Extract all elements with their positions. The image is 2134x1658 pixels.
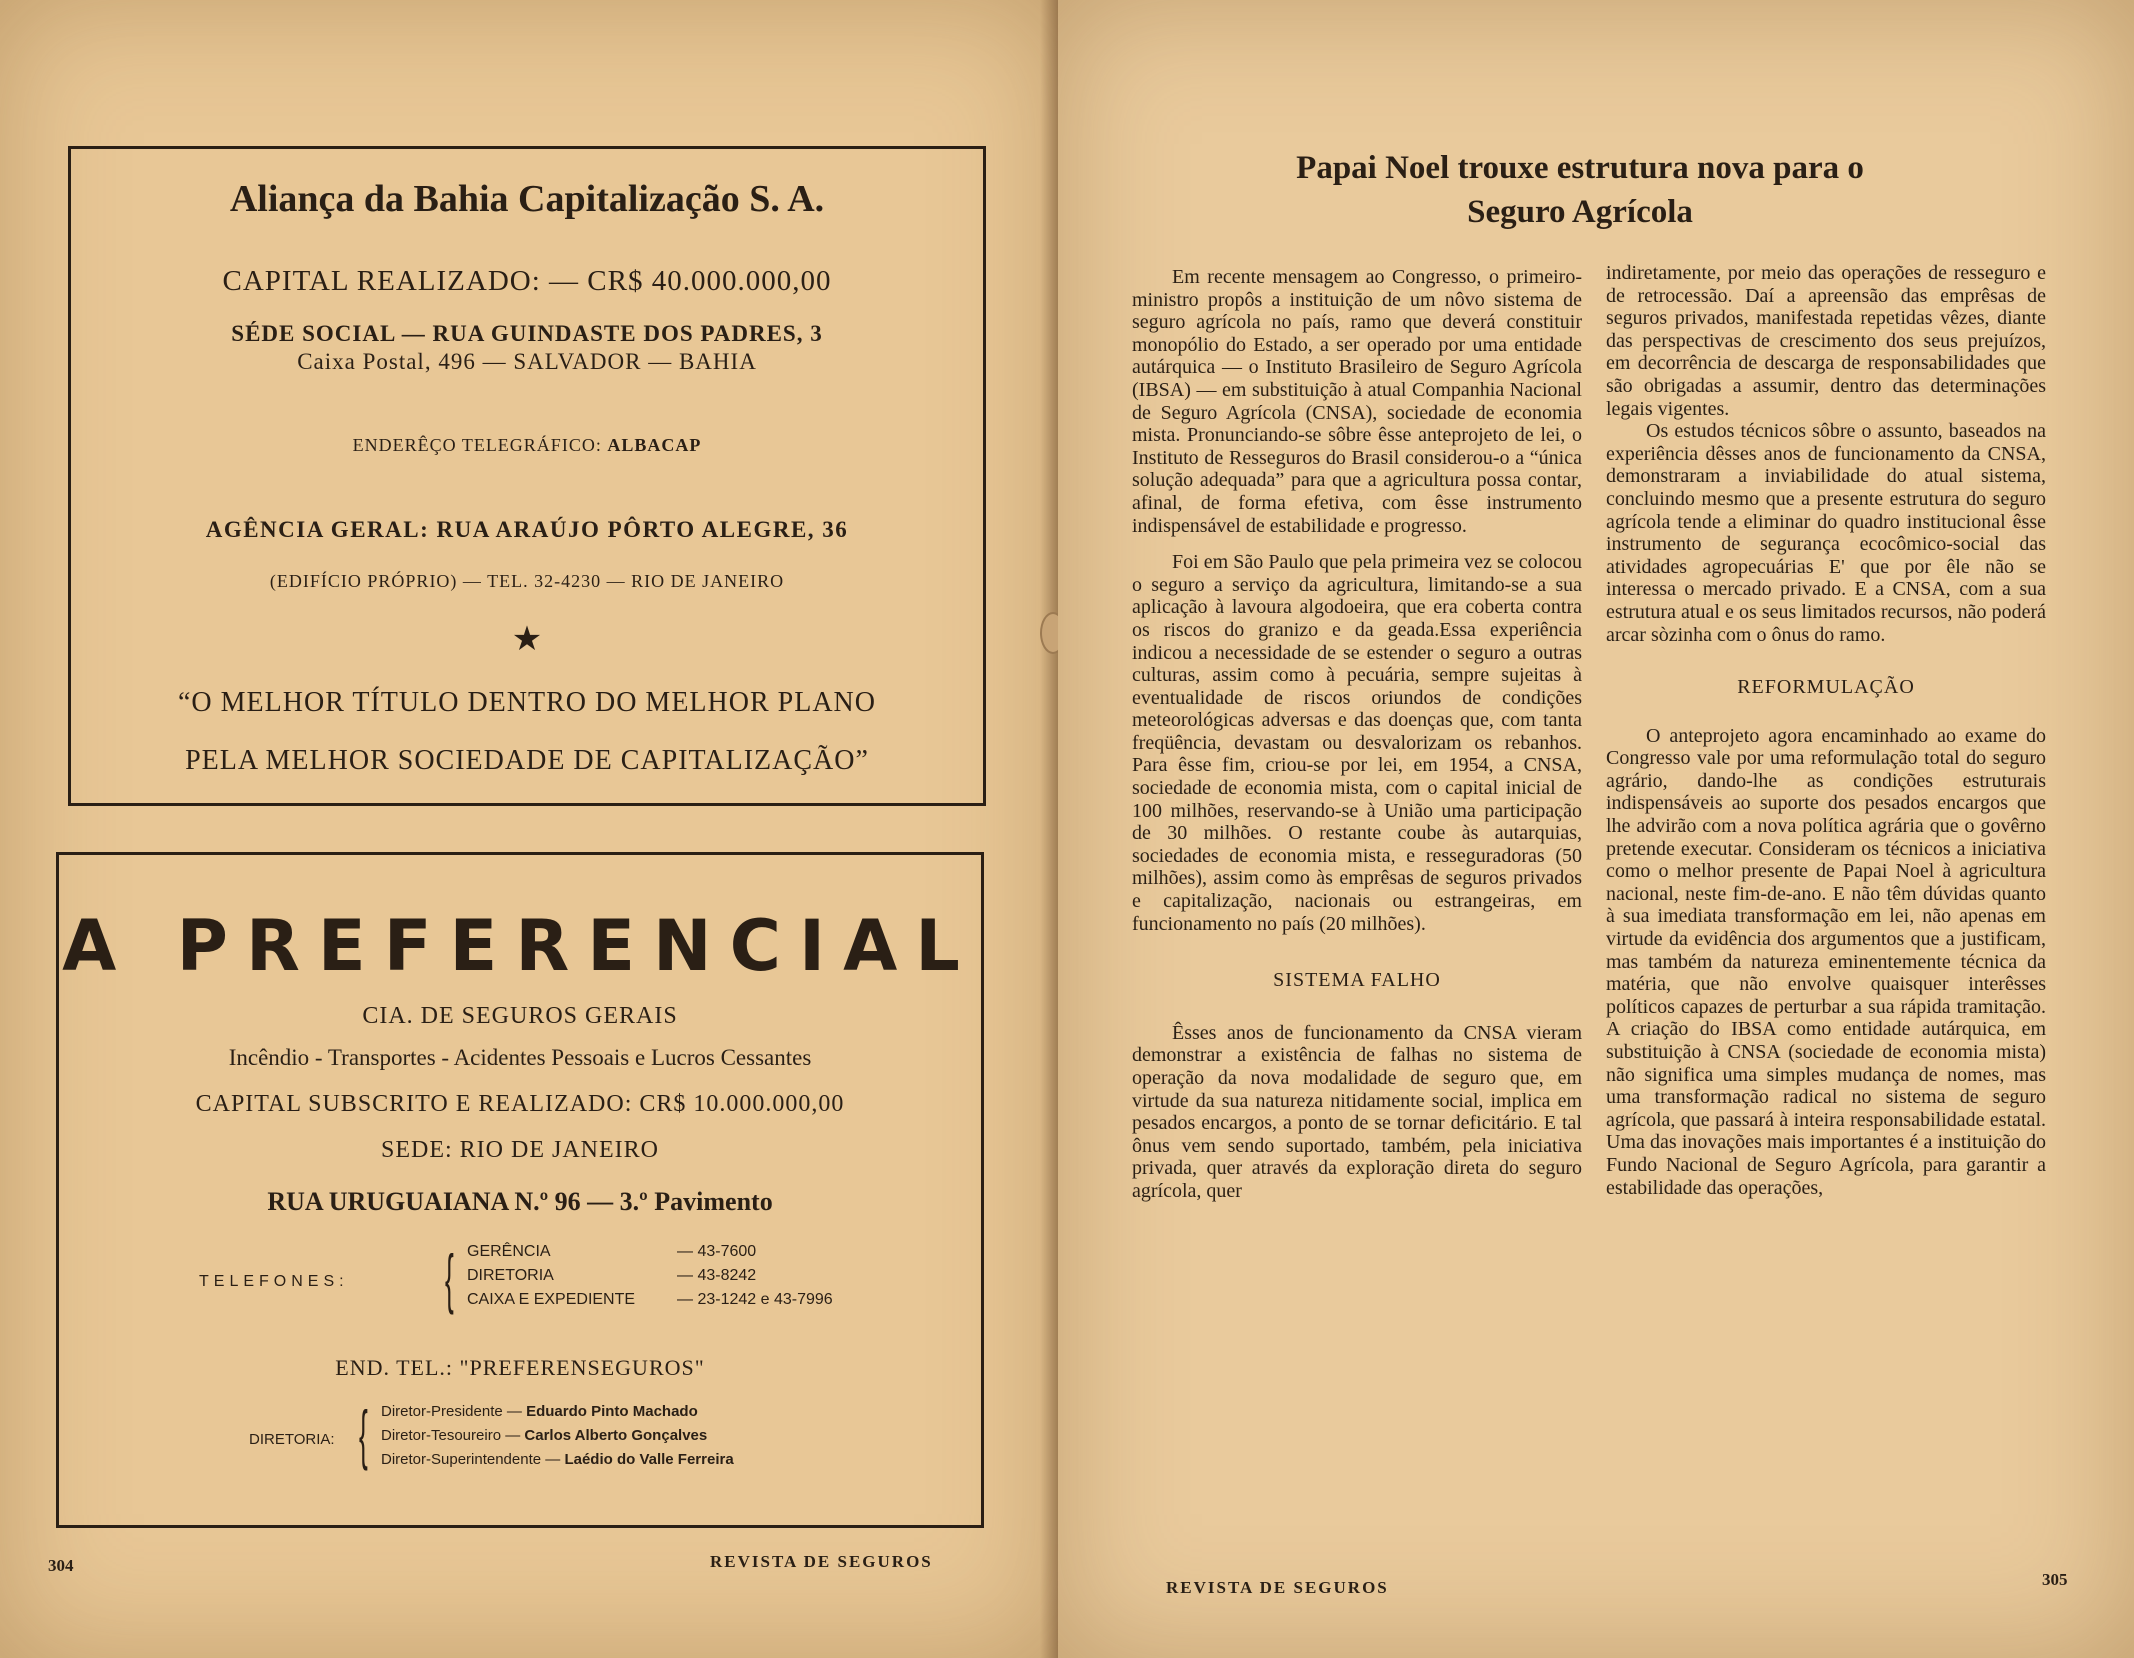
ad2-ramos: Incêndio - Transportes - Acidentes Pessoais e Lucros Cessantes (228, 1045, 812, 1070)
ad2-capital: CAPITAL SUBSCRITO E REALIZADO: CR$ 10.000.000,00 (195, 1091, 845, 1117)
left-page (0, 0, 1058, 1658)
diretor-role: Diretor-Presidente — (381, 1403, 522, 1420)
diretoria-block (249, 1397, 949, 1483)
telefone-row (467, 1291, 833, 1315)
ad1-sede: SÉDE SOCIAL — RUA GUINDASTE DOS PADRES, 3 (231, 321, 823, 346)
ad1-endereco (71, 435, 983, 456)
article-paragraph: Foi em São Paulo que pela primeira vez se colocou o seguro a serviço da agricultura, limitando-se a sua aplicação à lavoura algodoeira, que era coberta contra os riscos do granizo e da geada.Essa experiência indicou a necessidade de se estender o seguro a outras culturas, assim como à pecuária, sempre sujeitas à eventualidade de riscos oriundos de condições meteorológicas adversas e das doenças que, com tanta freqüência, devastam ou desvalorizam os rebanhos. Para êsse fim, criou-se por lei, em 1954, a CNSA, sociedade de economia mista, com o capital inicial de 100 milhões, reservando-se à União uma participação de 30 milhões. O restante coube às autarquias, sociedades de economia mista, e resseguradoras (50 milhões), assim como às emprêsas de seguros privados e capitalização, nacionais ou estrangeiras, em funcionamento no país (20 milhões). (1132, 551, 1582, 935)
footer-right: REVISTA DE SEGUROS (1166, 1578, 1389, 1597)
telefone-number: — 23-1242 e 43-7996 (677, 1291, 833, 1308)
preferencial-ad (56, 852, 984, 1528)
diretor-name: Eduardo Pinto Machado (526, 1403, 698, 1420)
star-icon: ★ (511, 621, 543, 658)
page-number-left: 304 (48, 1556, 74, 1575)
alianca-bahia-ad (68, 146, 986, 806)
diretor-name: Laédio do Valle Ferreira (564, 1451, 734, 1468)
article-paragraph: Êsses anos de funcionamento da CNSA vieram demonstrar a existência de falhas no sistema de operação da nova modalidade de seguro que, em virtude da sua natureza nitidamente social, implica em pesados encargos, a ponto de se tornar deficitário. E tal ônus vem sendo suportado, também, pela iniciativa privada, quer através da exploração direta do seguro agrícola, quer (1132, 1021, 1582, 1202)
ad2-sede: SEDE: RIO DE JANEIRO (381, 1137, 659, 1163)
ad1-endereco-value: ALBACAP (607, 435, 702, 455)
brace-icon: { (359, 1397, 368, 1471)
ad1-caixa: Caixa Postal, 496 — SALVADOR — BAHIA (297, 349, 757, 374)
diretor-row (381, 1451, 734, 1475)
diretor-row (381, 1427, 734, 1451)
brace-icon: { (445, 1241, 454, 1315)
telefone-name: CAIXA E EXPEDIENTE (467, 1291, 636, 1308)
ad2-title: A PREFERENCIAL (62, 905, 978, 987)
diretor-role: Diretor-Tesoureiro — (381, 1427, 521, 1444)
telefones-block (199, 1243, 919, 1323)
ad1-edificio: (EDIFÍCIO PRÓPRIO) — TEL. 32-4230 — RIO DE JANEIRO (269, 571, 785, 591)
article-title-line2: Seguro Agrícola (1467, 194, 1693, 230)
diretor-role: Diretor-Superintendente — (381, 1451, 561, 1468)
subhead-reformulacao: REFORMULAÇÃO (1737, 676, 1915, 699)
article-paragraph: Os estudos técnicos sôbre o assunto, baseados na experiência dêsses anos de funcionamento da CNSA, demonstraram a inviabilidade do atual sistema, concluindo mesmo que a presente estrutura do seguro agrícola tende a eliminar do quadro institucional êsse instrumento de segurança ecocômico-social das atividades agropecuárias E' que por êle não se interessa o mercado privado. E a CNSA, com a sua estrutura atual e os seus limitados recursos, não poderá arcar sòzinha com o ônus do ramo. (1606, 420, 2046, 646)
ad1-agencia: AGÊNCIA GERAL: RUA ARAÚJO PÔRTO ALEGRE, 36 (205, 517, 849, 542)
diretor-row (381, 1403, 734, 1427)
ad1-title: Aliança da Bahia Capitalização S. A. (229, 178, 825, 220)
telefone-name: DIRETORIA (467, 1267, 554, 1284)
page-number-right: 305 (2042, 1570, 2068, 1589)
ad1-endereco-label: ENDERÊÇO TELEGRÁFICO: (352, 435, 602, 455)
ad1-slogan-line2: PELA MELHOR SOCIEDADE DE CAPITALIZAÇÃO” (185, 745, 869, 776)
article-title (1140, 146, 2020, 234)
footer-left: REVISTA DE SEGUROS (710, 1552, 933, 1571)
diretor-name: Carlos Alberto Gonçalves (524, 1427, 708, 1444)
telefone-row (467, 1243, 833, 1267)
telefone-name: GERÊNCIA (467, 1243, 551, 1260)
telefone-row (467, 1267, 833, 1291)
article-column-2 (1606, 262, 2046, 1199)
ad2-end-tel: END. TEL.: "PREFERENSEGUROS" (335, 1355, 705, 1380)
article-paragraph: Em recente mensagem ao Congresso, o primeiro-ministro propôs a instituição de um nôvo sistema de seguro agrícola no país, ramo que deverá constituir monopólio do Estado, a ser operado por uma entidade autárquica — o Instituto Brasileiro de Seguro Agrícola (IBSA) — em substituição à atual Companhia Nacional de Seguro Agrícola (CNSA), sociedade de economia mista. Pronunciando-se sôbre êsse anteprojeto de lei, o Instituto de Resseguros do Brasil considerou-o a “única solução adequada” para que a agricultura possa contar, afinal, de forma efetiva, com êsse instrumento indispensável de estabilidade e progresso. (1132, 266, 1582, 537)
ad1-capital: CAPITAL REALIZADO: — CR$ 40.000.000,00 (222, 265, 832, 297)
article-title-line1: Papai Noel trouxe estrutura nova para o (1296, 150, 1864, 186)
diretoria-label: DIRETORIA: (249, 1431, 335, 1448)
article-column-1 (1132, 266, 1582, 1203)
article-paragraph: indiretamente, por meio das operações de resseguro e de retrocessão. Daí a apreensão das emprêsas de seguros privados, manifestada repetidas vêzes, diante das perspectivas de crescimento dos seus prejuízos, em decorrência de descarga de responsabilidades que são obrigadas a assumir, dentro das determinações legais vigentes. (1606, 262, 2046, 420)
ad2-cia: CIA. DE SEGUROS GERAIS (362, 1003, 678, 1029)
ad2-rua: RUA URUGUAIANA N.º 96 — 3.º Pavimento (267, 1187, 773, 1216)
ad1-slogan-line1: “O MELHOR TÍTULO DENTRO DO MELHOR PLANO (178, 687, 876, 718)
telefone-number: — 43-8242 (677, 1267, 757, 1284)
subhead-sistema-falho: SISTEMA FALHO (1273, 969, 1441, 992)
telefone-number: — 43-7600 (677, 1243, 757, 1260)
telefones-label: TELEFONES: (199, 1273, 349, 1290)
article-paragraph: O anteprojeto agora encaminhado ao exame do Congresso vale por uma reformulação total do seguro agrário, dando-lhe as condições estruturais indispensáveis ao suporte dos pesados encargos que lhe advirão com a nova política agrária que o govêrno pretende executar. Consideram os técnicos a iniciativa como o melhor presente de Papai Noel à agricultura nacional, neste fim-de-ano. E não têm dúvidas quanto à sua imediata transformação em lei, não apenas em virtude da evidência dos argumentos que a justificam, mas também da natureza eminentemente técnica da matéria, que não envolve quaisquer interêsses políticos capazes de perturbar a sua rápida tramitação. A criação do IBSA como entidade autárquica, em substituição à CNSA (sociedade de economia mista) não significa uma simples mudança de nomes, mas uma transformação radical no sistema de seguro agrícola, que passará à inteira responsabilidade estatal. Uma das inovações mais importantes é a instituição do Fundo Nacional de Seguro Agrícola, para garantir a estabilidade das operações, (1606, 724, 2046, 1199)
